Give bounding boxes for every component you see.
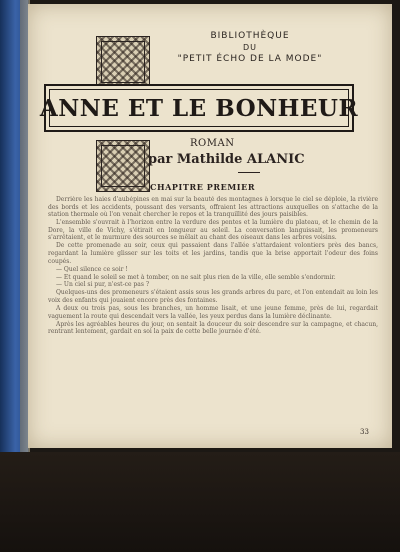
ornament-top-icon bbox=[96, 36, 150, 88]
author-divider bbox=[238, 172, 260, 173]
title-band bbox=[39, 84, 359, 132]
ornament-bottom-icon bbox=[96, 140, 150, 192]
paragraph: Derrière les haies d'aubépines en mai sur la beauté des montagnes à lorsque le ciel se déploie, la rivière des bords et les accidents, poussant des versants, offraient les attractions auxquelles on s'attache de la station thermale où l'on venait chercher le repos et la tranquillité des jours paisibles. bbox=[48, 196, 378, 219]
paragraph: De cette promenade au soir, ceux qui passaient dans l'allée s'attardaient volontiers près des bancs, regardant la lumière glisser sur les toits et les jardins, tandis que la brise apportait l'odeur des foins coupés. bbox=[48, 242, 378, 265]
genre-label: ROMAN bbox=[190, 138, 235, 149]
book-title: ANNE ET LE BONHEUR bbox=[39, 94, 359, 122]
author-line: par Mathilde ALANIC bbox=[148, 152, 305, 167]
paragraph: L'ensemble s'ouvrait à l'horizon entre la verdure des pentes et la lumière du plateau, et le chemin de la Dore, la ville de Vichy, s'étirait en longueur au soleil. La conversation languissait, les promeneurs s'arrêtaient, et le murmure des sources se mêlait au chant des oiseaux dans les arbres voisins. bbox=[48, 219, 378, 242]
series-line-3: "PETIT ÉCHO DE LA MODE" bbox=[177, 54, 323, 64]
paragraph: — Quel silence ce soir ! bbox=[56, 265, 128, 273]
paragraph: A deux ou trois pas, sous les branches, un homme lisait, et une jeune femme, près de lui, regardait vaguement la route qui descendait vers la vallée, les yeux perdus dans la lumière déclinante. bbox=[48, 305, 378, 320]
body-text bbox=[48, 196, 378, 434]
background-surface bbox=[0, 452, 400, 552]
series-line-2: DU bbox=[242, 43, 257, 52]
paragraph: Quelques-uns des promeneurs s'étaient assis sous les grands arbres du parc, et l'on entendait au loin les voix des enfants qui jouaient encore près des fontaines. bbox=[48, 289, 378, 305]
paragraph: Après les agréables heures du jour, on sentait la douceur du soir descendre sur la campagne, et chacun, rentrant lentement, gardait en soi la paix de cette belle journée d'été. bbox=[48, 320, 378, 336]
series-line-1: BIBLIOTHÈQUE bbox=[210, 31, 290, 41]
page-number: 33 bbox=[360, 428, 369, 436]
series-header bbox=[150, 30, 350, 65]
paragraph: — Un ciel si pur, n'est-ce pas ? bbox=[56, 281, 150, 289]
chapter-heading: CHAPITRE PREMIER bbox=[150, 182, 256, 192]
paragraph: — Et quand le soleil se met à tomber, on ne sait plus rien de la ville, elle semble s'endormir. bbox=[56, 273, 336, 281]
